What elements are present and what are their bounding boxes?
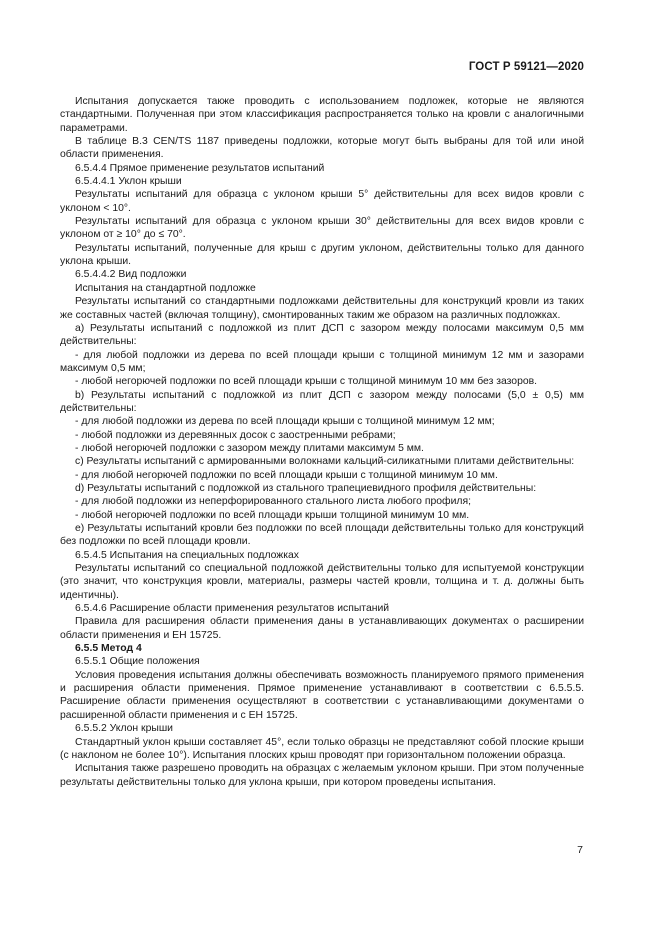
paragraph: Условия проведения испытания должны обеспечивать возможность планируемого прямого применения и расширения области применения. Прямое применение устанавливают в соответствии с 6.5.5.5. Расширение области применения осуществляют в соответствии с устанавливающими документами о расширенной области применения и с ЕН 15725. <box>60 669 584 721</box>
paragraph: Результаты испытаний для образца с уклоном крыши 30° действительны для всех видов кровли с уклоном от ≥ 10° до ≤ 70°. <box>60 216 584 241</box>
list-item: a) Результаты испытаний с подложкой из плит ДСП с зазором между полосами максимум 0,5 мм действительны: <box>60 322 584 348</box>
section-heading: 6.5.4.5 Испытания на специальных подложках <box>75 549 299 561</box>
list-item: - для любой подложки из дерева по всей площади крыши с толщиной минимум 12 мм и зазорами максимум 0,5 мм; <box>60 349 584 374</box>
document-code: ГОСТ Р 59121—2020 <box>468 61 584 73</box>
paragraph: Результаты испытаний со специальной подложкой действительны только для испытуемой конструкции (это значит, что конструкция кровли, материалы, размеры частей кровли, толщина и т. д. должны быть идентичны). <box>60 563 584 601</box>
page-number: 7 <box>577 844 583 856</box>
list-item: - для любой подложки из неперфорированного стального листа любого профиля; <box>75 496 471 508</box>
list-item: e) Результаты испытаний кровли без подложки по всей площади действительны только для конструкций без подложки по всей площади кровли. <box>60 523 584 548</box>
section-heading: 6.5.5.2 Уклон крыши <box>75 723 173 735</box>
paragraph: Результаты испытаний со стандартными подложками действительны для конструкций кровли из таких же составных частей (включая толщину), смонтированных таким же образом на различных подложках. <box>60 296 584 321</box>
paragraph: Результаты испытаний, полученные для крыш с другим уклоном, действительны только для данного уклона крыши. <box>60 242 584 268</box>
list-item: - для любой подложки из дерева по всей площади крыши с толщиной минимум 12 мм; <box>75 416 495 428</box>
section-heading: 6.5.4.4.2 Вид подложки <box>75 269 187 281</box>
paragraph: В таблице B.3 CEN/TS 1187 приведены подложки, которые могут быть выбраны для той или иной области применения. <box>60 136 584 161</box>
document-body <box>60 95 584 789</box>
list-item: - любой негорючей подложки по всей площади крыши толщиной минимум 10 мм. <box>75 509 470 521</box>
list-item: - любой подложки из деревянных досок с заостренными ребрами; <box>75 429 396 441</box>
section-heading: 6.5.4.4 Прямое применение результатов испытаний <box>75 162 325 174</box>
list-item: d) Результаты испытаний с подложкой из стального трапециевидного профиля действительны: <box>75 482 537 494</box>
subheading: Испытания на стандартной подложке <box>75 282 256 294</box>
paragraph: Стандартный уклон крыши составляет 45°, если только образцы не представляют собой плоские крыши (с наклоном не более 10°). Испытания плоских крыш проводят при горизонтальном положении образца. <box>60 736 584 761</box>
paragraph: Результаты испытаний для образца с уклоном крыши 5° действительны для всех видов кровли с уклоном < 10°. <box>60 189 584 214</box>
section-heading: 6.5.4.4.1 Уклон крыши <box>75 176 182 188</box>
paragraph: Правила для расширения области применения даны в устанавливающих документах о расширении области применения и ЕН 15725. <box>60 616 584 641</box>
list-item: b) Результаты испытаний с подложкой из плит ДСП с зазором между полосами (5,0 ± 0,5) мм действительны: <box>60 389 584 414</box>
list-item: - любой негорючей подложки по всей площади крыши с толщиной минимум 10 мм без зазоров. <box>75 376 538 388</box>
paragraph: Испытания также разрешено проводить на образцах с желаемым уклоном крыши. При этом полученные результаты действительны только для уклона крыши, при котором проведены испытания. <box>60 763 584 788</box>
list-item: - любой негорючей подложки с зазором между плитами максимум 5 мм. <box>75 442 424 454</box>
section-heading-bold: 6.5.5 Метод 4 <box>75 643 142 655</box>
section-heading: 6.5.4.6 Расширение области применения результатов испытаний <box>75 603 390 615</box>
paragraph: Испытания допускается также проводить с использованием подложек, которые не являются стандартными. Полученная при этом классификация распространяется только на кровли с аналогичными параметрами. <box>60 96 584 134</box>
list-item: - для любой негорючей подложки по всей площади крыши с толщиной минимум 10 мм. <box>75 469 498 481</box>
section-heading: 6.5.5.1 Общие положения <box>75 656 200 668</box>
list-item: c) Результаты испытаний с армированными волокнами кальций-силикатными плитами действительны: <box>75 456 575 468</box>
